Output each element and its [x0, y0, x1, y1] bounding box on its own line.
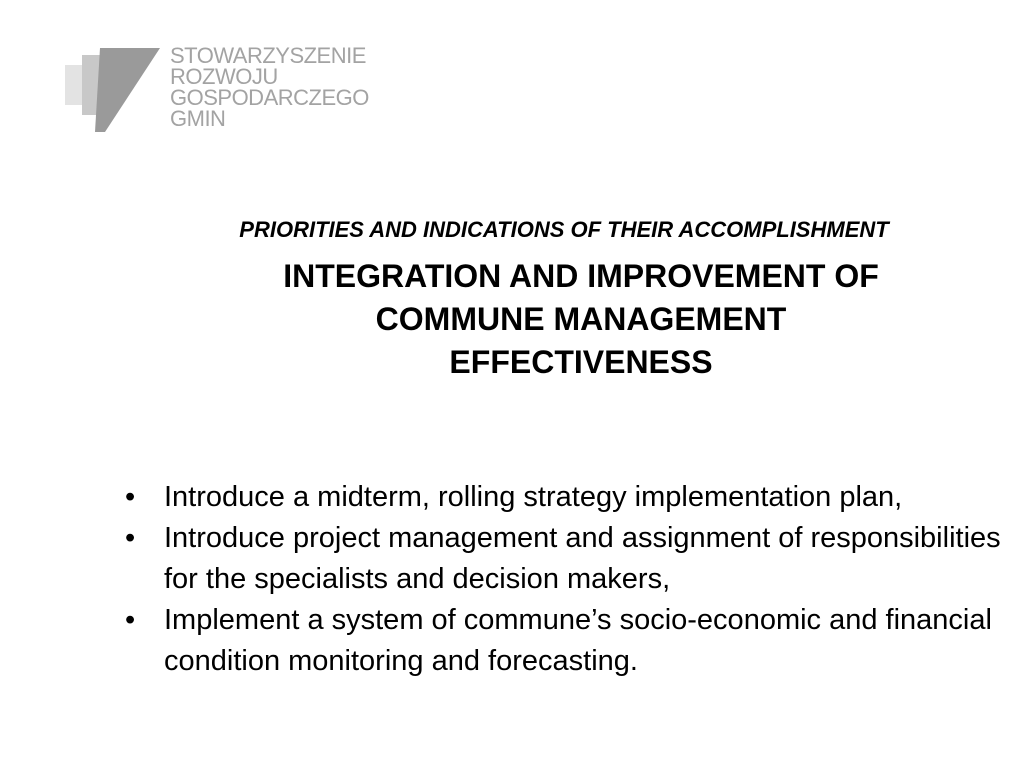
- slide-title-line-1: INTEGRATION AND IMPROVEMENT OF: [283, 258, 879, 294]
- bullet-marker: •: [125, 604, 136, 636]
- bullet-marker: •: [125, 522, 136, 554]
- bullet-text: Introduce a midterm, rolling strategy implementation plan,: [164, 481, 903, 513]
- logo-text: [170, 45, 369, 129]
- bullet-item: [125, 518, 1020, 600]
- slide-title-line-2: COMMUNE MANAGEMENT: [375, 301, 787, 337]
- slide-subtitle: PRIORITIES AND INDICATIONS OF THEIR ACCOMPLISHMENT: [239, 217, 889, 242]
- logo-line-3: GOSPODARCZEGO: [170, 85, 369, 110]
- slide-title-line-3: EFFECTIVENESS: [449, 344, 713, 380]
- logo-line-2: ROZWOJU: [170, 64, 278, 89]
- bullet-item: [125, 600, 1020, 682]
- logo-line-4: GMIN: [170, 106, 226, 131]
- bullet-text: Implement a system of commune’s socio-economic and financial condition monitoring and forecasting.: [164, 604, 992, 677]
- bullet-text: Introduce project management and assignment of responsibilities for the specialists and decision makers,: [164, 522, 1001, 595]
- organization-logo: [60, 40, 400, 140]
- bullet-item: [125, 477, 1020, 518]
- bullet-list: [125, 477, 1020, 682]
- bullet-marker: •: [125, 481, 136, 513]
- slide-title: [150, 255, 1012, 384]
- logo-mark-icon: [60, 40, 170, 135]
- logo-line-1: STOWARZYSZENIE: [170, 43, 366, 68]
